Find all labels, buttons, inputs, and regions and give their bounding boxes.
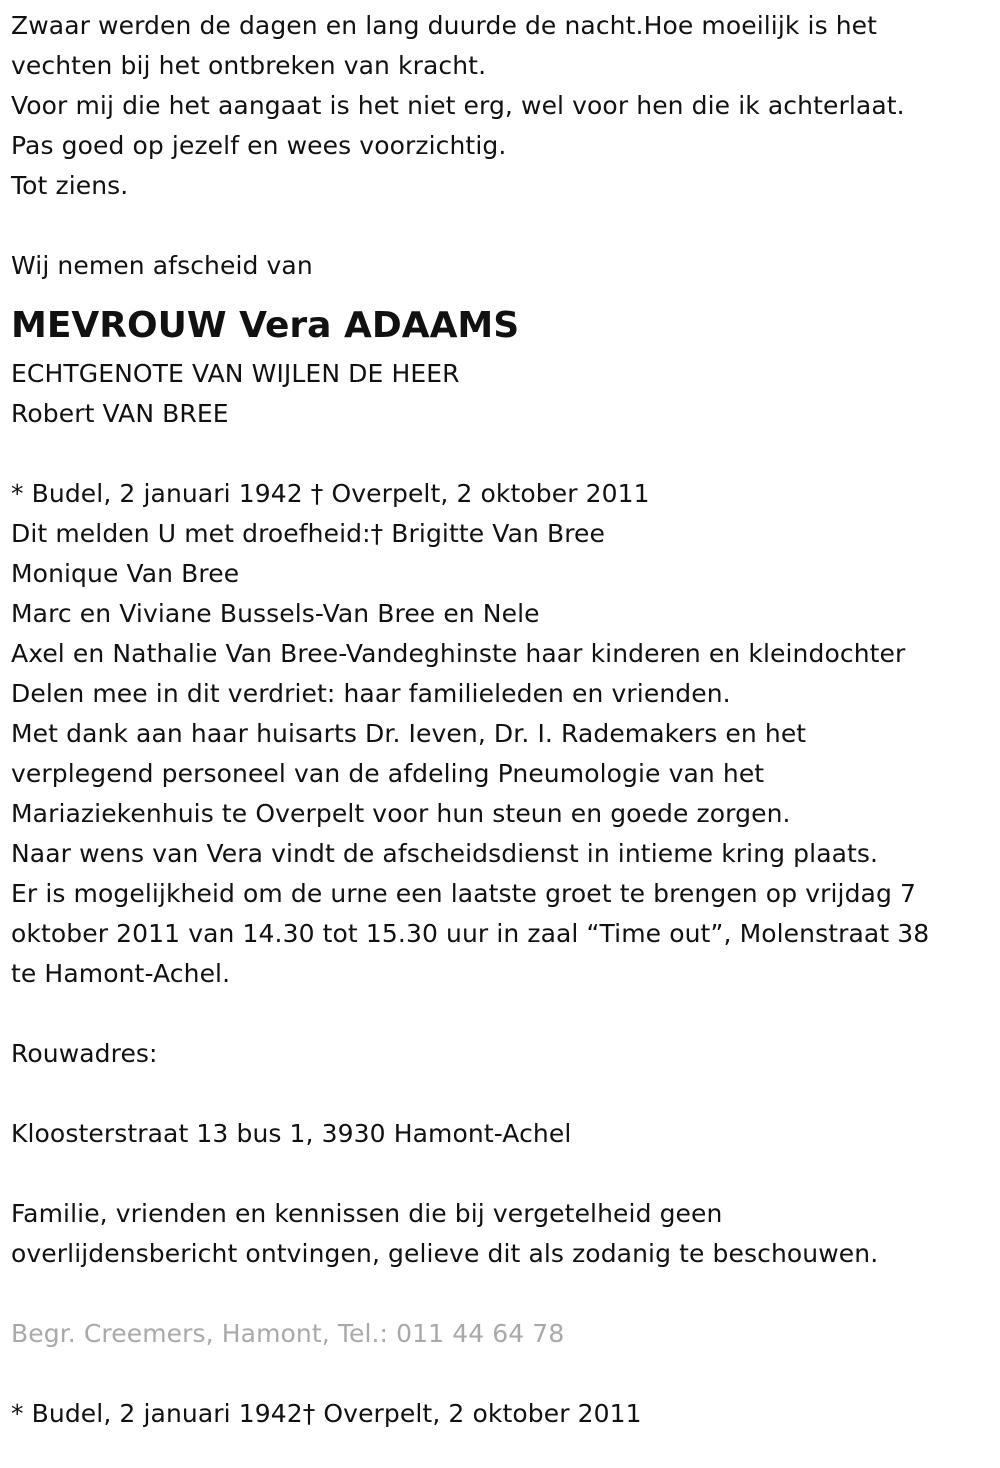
body-line: Axel en Nathalie Van Bree-Vandeghinste haar kinderen en kleindochter <box>11 639 906 668</box>
intro-text: Wij nemen afscheid van <box>11 251 313 280</box>
poem-line: Pas goed op jezelf en wees voorzichtig. <box>11 131 507 160</box>
body-line: Monique Van Bree <box>11 559 240 588</box>
spacer <box>11 1074 1000 1114</box>
address-label: Rouwadres: <box>11 1039 158 1068</box>
spouse-line: ECHTGENOTE VAN WIJLEN DE HEER <box>11 359 460 388</box>
body-line: Naar wens van Vera vindt de afscheidsdienst in intieme kring plaats. <box>11 839 879 868</box>
spacer <box>11 206 1000 246</box>
spacer <box>11 1354 1000 1394</box>
body-line: verplegend personeel van de afdeling Pneumologie van het <box>11 759 765 788</box>
spacer <box>11 994 1000 1034</box>
spouse-name: Robert VAN BREE <box>11 399 229 428</box>
notice-line: Familie, vrienden en kennissen die bij vergetelheid geen <box>11 1199 723 1228</box>
body-line: Mariaziekenhuis te Overpelt voor hun steun en goede zorgen. <box>11 799 791 828</box>
body-line: oktober 2011 van 14.30 tot 15.30 uur in zaal “Time out”, Molenstraat 38 <box>11 919 930 948</box>
notice-line: overlijdensbericht ontvingen, gelieve dit als zodanig te beschouwen. <box>11 1239 879 1268</box>
poem-line: Tot ziens. <box>11 171 129 200</box>
body-line: Dit melden U met droefheid:† Brigitte Van Bree <box>11 519 606 548</box>
spacer <box>11 1154 1000 1194</box>
body-line: te Hamont-Achel. <box>11 959 231 988</box>
spacer <box>11 1274 1000 1314</box>
mourning-address: Kloosterstraat 13 bus 1, 3930 Hamont-Achel <box>11 1119 572 1148</box>
body-line: Marc en Viviane Bussels-Van Bree en Nele <box>11 599 540 628</box>
poem-line: Voor mij die het aangaat is het niet erg, wel voor hen die ik achterlaat. <box>11 91 905 120</box>
spacer <box>11 434 1000 474</box>
deceased-name: MEVROUW Vera ADAAMS <box>11 305 520 346</box>
poem-line: vechten bij het ontbreken van kracht. <box>11 51 487 80</box>
birth-death-dates: * Budel, 2 januari 1942 † Overpelt, 2 oktober 2011 <box>11 479 650 508</box>
body-line: Delen mee in dit verdriet: haar familieleden en vrienden. <box>11 679 731 708</box>
footer-dates: * Budel, 2 januari 1942† Overpelt, 2 oktober 2011 <box>11 1399 642 1428</box>
body-line: Er is mogelijkheid om de urne een laatste groet te brengen op vrijdag 7 <box>11 879 916 908</box>
undertaker-info: Begr. Creemers, Hamont, Tel.: 011 44 64 78 <box>11 1319 565 1348</box>
poem-line: Zwaar werden de dagen en lang duurde de nacht.Hoe moeilijk is het <box>11 11 878 40</box>
body-line: Met dank aan haar huisarts Dr. Ieven, Dr. I. Rademakers en het <box>11 719 807 748</box>
